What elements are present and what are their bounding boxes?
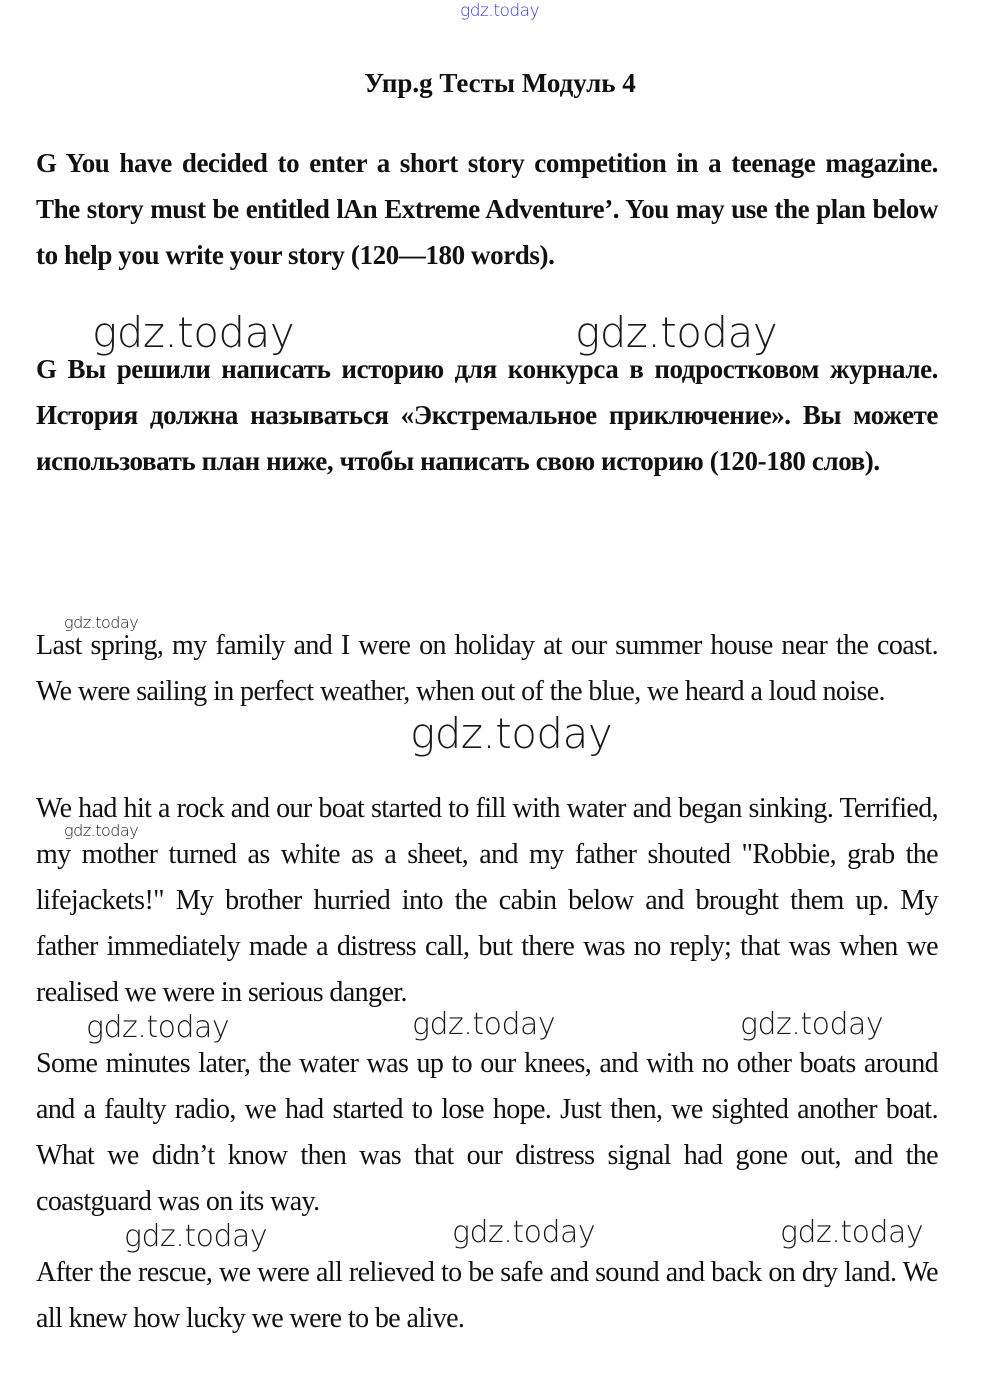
watermark: gdz.today [740,1007,884,1042]
story-paragraph-4: After the rescue, we were all relieved to be safe and sound and back on dry land. We all knew how lucky we were to be alive. [36,1257,938,1334]
watermark: gdz.today [64,613,139,632]
story-paragraph-1: Last spring, my family and I were on holiday at our summer house near the coast. We were sailing in perfect weather, when out of the blue, we heard a loud noise. [36,630,938,707]
watermark: gdz.today [780,1215,924,1250]
watermark-top: gdz.today [460,1,540,21]
watermark: gdz.today [92,308,295,357]
story-paragraph-3: Some minutes later, the water was up to our knees, and with no other boats around and a faulty radio, we had started to lose hope. Just then, we sighted another boat. What we didn’t know then was that our distress signal had gone out, and the coastguard was on its way. [36,1048,938,1217]
watermark: gdz.today [575,308,778,357]
watermark: gdz.today [64,821,139,840]
watermark: gdz.today [124,1219,268,1254]
watermark: gdz.today [86,1010,230,1045]
story-paragraph-2: We had hit a rock and our boat started to fill with water and began sinking. Terrified, my mother turned as white as a sheet, and my father shouted "Robbie, grab the lifejackets!" My brother hurried into the cabin below and brought them up. My father immediately made a distress call, but there was no reply; that was when we realised we were in serious danger. [36,793,938,1008]
page-title: Упр.g Тесты Модуль 4 [364,68,636,98]
watermark: gdz.today [412,1007,556,1042]
watermark: gdz.today [452,1215,596,1250]
watermark: gdz.today [410,709,613,758]
task-russian: G Вы решили написать историю для конкурса в подростковом журнале. История должна называться «Экстремальное приключение». Вы можете использовать план ниже, чтобы написать свою историю (120-180 слов). [36,354,938,476]
task-english: G You have decided to enter a short story competition in a teenage magazine. The story must be entitled lAn Extreme Adventure’. You may use the plan below to help you write your story (120—180 words). [36,148,938,270]
